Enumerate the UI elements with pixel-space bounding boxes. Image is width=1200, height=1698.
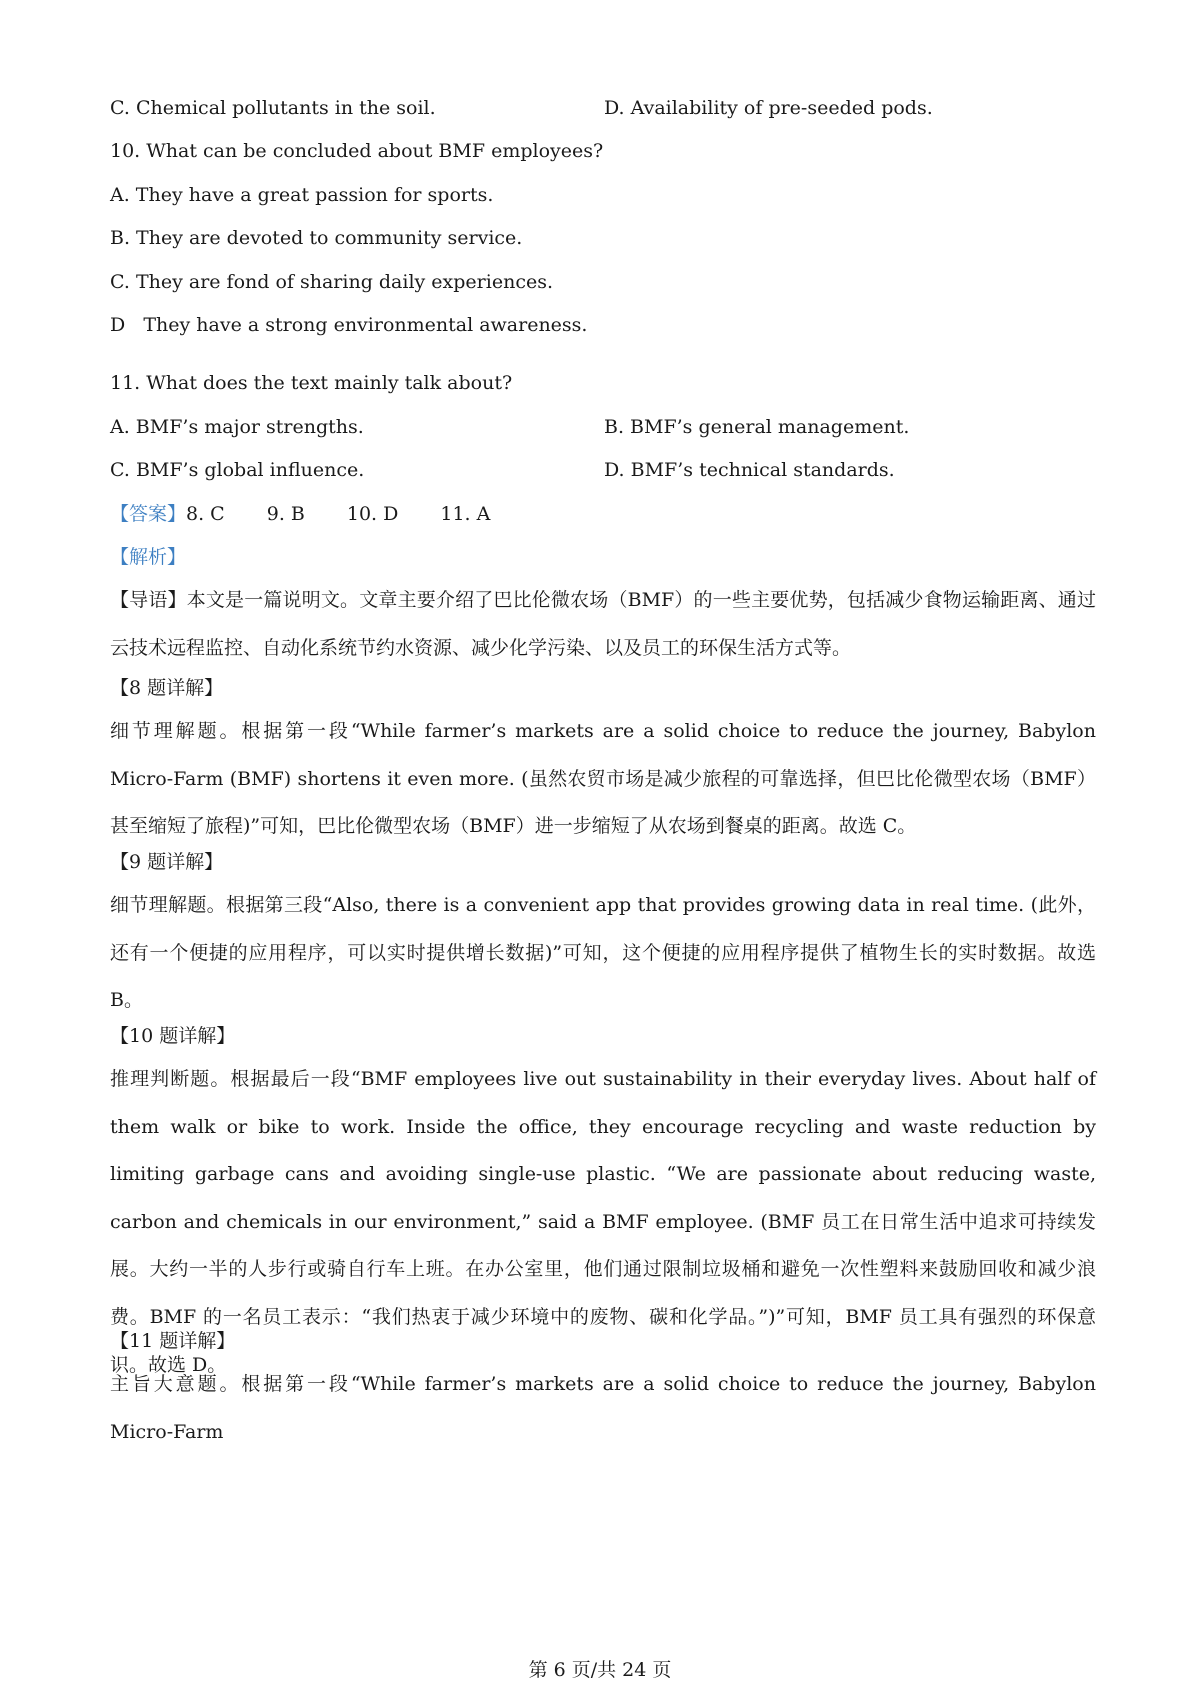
answer-item: 8. C [186,503,225,525]
page-footer: 第 6 页/共 24 页 [528,1659,672,1681]
q9-option-d: D. Availability of pre-seeded pods. [604,97,933,119]
detail-11-label: 【11 题详解】 [110,1330,236,1352]
detail-8-text: 细节理解题。根据第一段“While farmer’s markets are a solid choice to reduce the journey, Babylon Micro-Farm (BMF) shortens it even more. (虽然农贸市场是减少旅程的可靠选择，但巴比伦微型农场（BMF）甚至缩短了旅程)”可知，巴比伦微型农场（BMF）进一步缩短了从农场到餐桌的距离。故选 C。 [110,720,1096,838]
q11-option-c: C. BMF’s global influence. [110,459,365,481]
q9-option-c: C. Chemical pollutants in the soil. [110,97,436,119]
detail-10-text: 推理判断题。根据最后一段“BMF employees live out sustainability in their everyday lives. About half of them walk or bike to work. Inside the office, they encourage recycling and waste reduction by limiting garbage cans and avoiding single-use plastic. “We are passionate about reducing waste, carbon and chemicals in our environment,” said a BMF employee. (BMF 员工在日常生活中追求可持续发展。大约一半的人步行或骑自行车上班。在办公室里，他们通过限制垃圾桶和避免一次性塑料来鼓励回收和减少浪费。BMF 的一名员工表示：“我们热衷于减少环境中的废物、碳和化学品。”)”可知，BMF 员工具有强烈的环保意识。故选 D。 [110,1068,1096,1376]
detail-10-label: 【10 题详解】 [110,1025,236,1047]
guide-text: 本文是一篇说明文。文章主要介绍了巴比伦微农场（BMF）的一些主要优势，包括减少食物运输距离、通过云技术远程监控、自动化系统节约水资源、减少化学污染、以及员工的环保生活方式等。 [110,589,1096,659]
detail-9-text: 细节理解题。根据第三段“Also, there is a convenient app that provides growing data in real time. (此外，还有一个便捷的应用程序，可以实时提供增长数据)”可知，这个便捷的应用程序提供了植物生长的实时数据。故选 B。 [110,894,1096,1012]
answer-item: 9. B [266,503,305,525]
q11-option-d: D. BMF’s technical standards. [604,459,895,481]
q11-question: 11. What does the text mainly talk about? [110,372,513,394]
q10-option-a: A. They have a great passion for sports. [110,184,494,206]
detail-9-label: 【9 题详解】 [110,851,224,873]
q11-option-b: B. BMF’s general management. [604,416,910,438]
detail-8-label: 【8 题详解】 [110,677,224,699]
analysis-label: 【解析】 [110,546,187,568]
guide-paragraph [110,577,1096,672]
answer-key-label: 【答案】 [110,503,187,525]
answer-item: 11. A [440,503,491,525]
answer-key [110,502,532,526]
q10-option-c: C. They are fond of sharing daily experiences. [110,271,553,293]
q10-option-d: D They have a strong environmental awareness. [110,314,588,336]
q10-question: 10. What can be concluded about BMF employees? [110,140,604,162]
detail-11-text: 主旨大意题。根据第一段“While farmer’s markets are a solid choice to reduce the journey, Babylon Micro-Farm [110,1373,1096,1443]
q10-option-b: B. They are devoted to community service. [110,227,523,249]
answer-item: 10. D [346,503,399,525]
guide-label: 【导语】 [110,589,187,611]
q11-option-a: A. BMF’s major strengths. [110,416,364,438]
